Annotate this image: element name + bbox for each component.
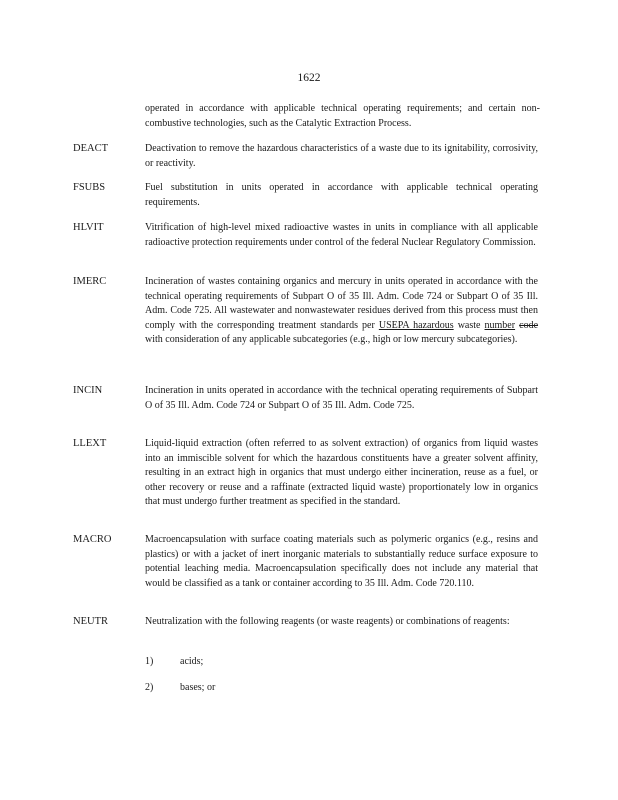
term-code: IMERC [73, 276, 107, 287]
term-definition: Fuel substitution in units operated in accordance with applicable technical operating requirements. [145, 182, 538, 208]
term-code: DEACT [73, 143, 108, 154]
list-number: 1) [145, 656, 154, 667]
term-definition: Macroencapsulation with surface coating materials such as polymeric organics (e.g., resins and plastics) or with a jacket of inert inorganic materials to substantially reduce surface exposure to potential leaching media. Macroencapsulation specifically does not include any material that would be classified as a tank or container according to 35 Ill. Adm. Code 720.110. [145, 534, 538, 589]
deleted-text: code [519, 319, 539, 331]
definition-text-part: Incineration of wastes containing organics and mercury in units operated in accordance with the technical operating requirements of Subpart O of 35 Ill. Adm. Code 724 or Subpart O of 35 Ill. Adm. Code 725. All wastewater and nonwastewater residues derived from this process must then comply with the corresponding treatment standards per [145, 276, 538, 331]
inserted-text: USEPA hazardous [378, 319, 454, 331]
list-text: bases; or [180, 682, 216, 693]
term-code: HLVIT [73, 222, 104, 233]
term-code: MACRO [73, 534, 112, 545]
definition-text-part: with consideration of any applicable subcategories (e.g., high or low mercury subcategories). [145, 334, 518, 345]
definition-text-part: waste [453, 319, 485, 331]
intro-continuation: operated in accordance with applicable technical operating requirements; and certain non-combustive technologies, such as the Catalytic Extraction Process. [145, 103, 540, 129]
term-definition [145, 275, 538, 348]
list-text: acids; [180, 656, 204, 667]
term-definition: Deactivation to remove the hazardous characteristics of a waste due to its ignitability, corrosivity, or reactivity. [145, 143, 538, 169]
term-definition: Neutralization with the following reagents (or waste reagents) or combinations of reagents: [145, 616, 510, 627]
page-number: 1622 [297, 72, 321, 84]
inserted-text: number [484, 319, 516, 331]
term-code: LLEXT [73, 438, 107, 449]
term-definition: Liquid-liquid extraction (often referred to as solvent extraction) of organics from liquid wastes into an immiscible solvent for which the hazardous constituents have a greater solvent affinity, resulting in an extract high in organics that must undergo either incineration, reuse as a fuel, or other recovery or reuse and a raffinate (extracted liquid waste) proportionately low in organics that must undergo further treatment as specified in the standard. [145, 438, 538, 507]
list-number: 2) [145, 682, 154, 693]
term-definition: Incineration in units operated in accordance with the technical operating requirements of Subpart O of 35 Ill. Adm. Code 724 or Subpart O of 35 Ill. Adm. Code 725. [145, 385, 538, 411]
term-code: NEUTR [73, 616, 108, 627]
term-code: INCIN [73, 385, 103, 396]
term-definition: Vitrification of high-level mixed radioactive wastes in units in compliance with all applicable radioactive protection requirements under control of the federal Nuclear Regulatory Commission. [145, 222, 538, 248]
term-code: FSUBS [73, 182, 106, 193]
